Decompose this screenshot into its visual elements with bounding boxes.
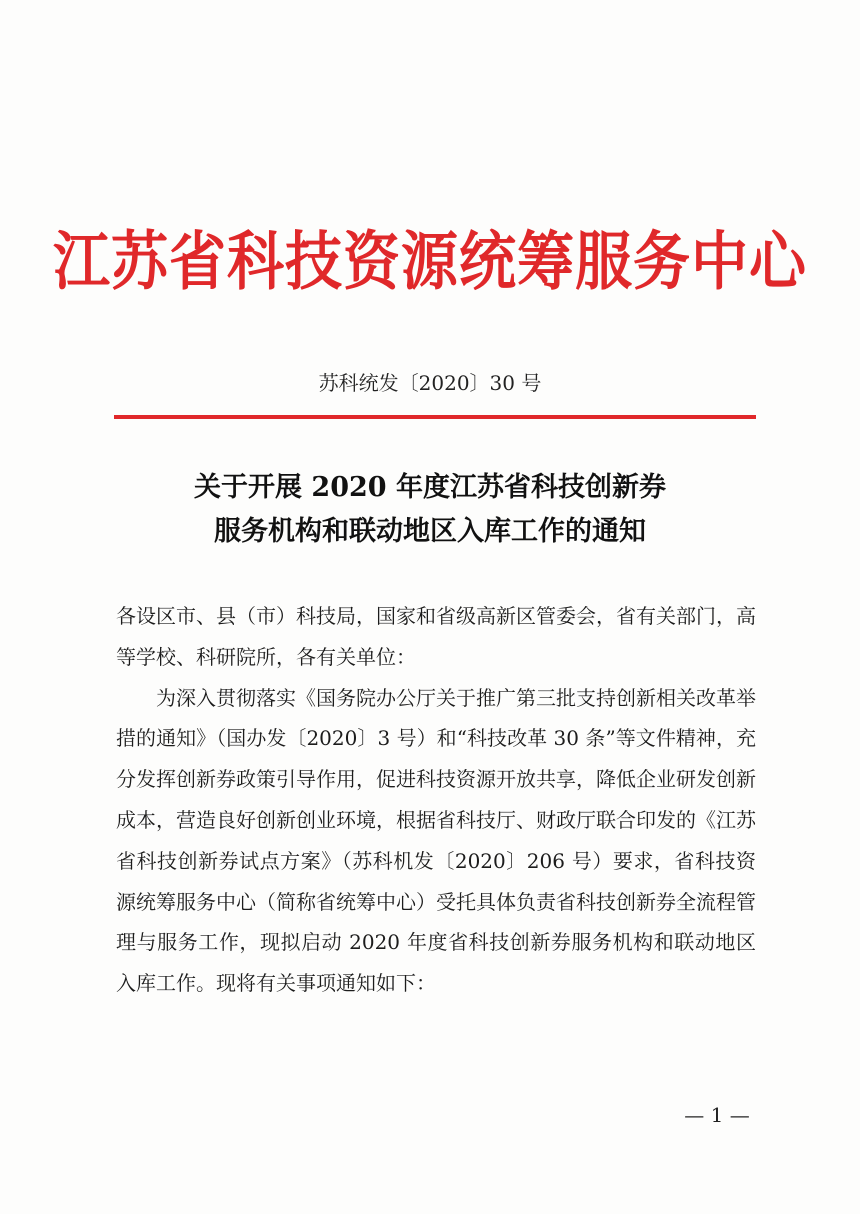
document-body xyxy=(116,596,756,1004)
red-divider-line xyxy=(114,415,756,419)
title-line-2: 服务机构和联动地区入库工作的通知 xyxy=(214,516,646,547)
title-line-1: 关于开展 2020 年度江苏省科技创新券 xyxy=(194,472,666,503)
page-number: — 1 — xyxy=(684,1103,750,1127)
document-number: 苏科统发〔2020〕30 号 xyxy=(318,371,542,395)
salutation: 各设区市、县（市）科技局，国家和省级高新区管委会，省有关部门，高等学校、科研院所，各有关单位： xyxy=(116,604,756,669)
document-title xyxy=(0,466,860,554)
body-paragraph: 为深入贯彻落实《国务院办公厅关于推广第三批支持创新相关改革举措的通知》（国办发〔2020〕3 号）和“科技改革 30 条”等文件精神，充分发挥创新券政策引导作用，促进科技资源开放共享，降低企业研发创新成本，营造良好创新创业环境，根据省科技厅、财政厅联合印发的《江苏省科技创新券试点方案》（苏科机发〔2020〕206 号）要求，省科技资源统筹服务中心（简称省统筹中心）受托具体负责省科技创新券全流程管理与服务工作，现拟启动 2020 年度省科技创新券服务机构和联动地区入库工作。现将有关事项通知如下： xyxy=(116,685,756,996)
issuing-organization-header: 江苏省科技资源统筹服务中心 xyxy=(53,224,807,300)
